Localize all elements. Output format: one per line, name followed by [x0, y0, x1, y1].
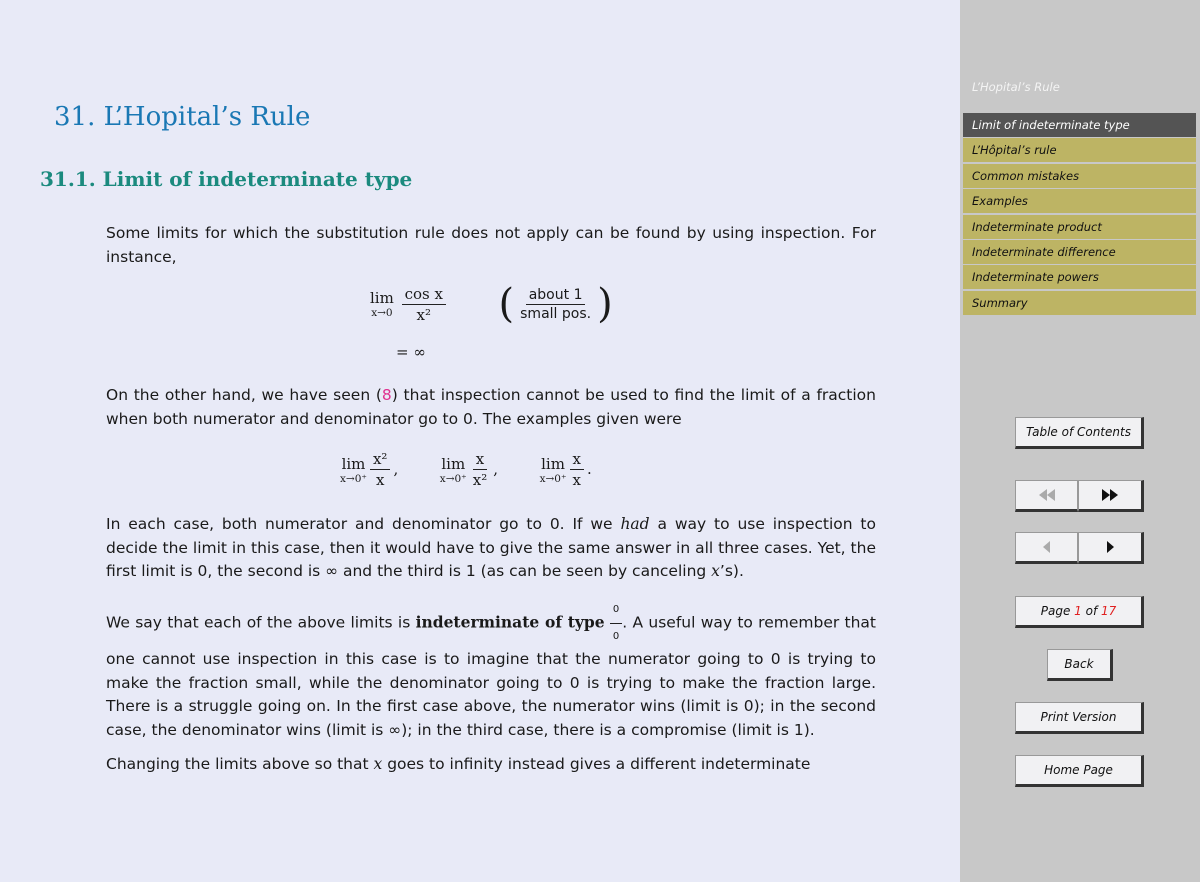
toc-item-limit-of-indeterminate-type[interactable]: Limit of indeterminate type [963, 113, 1196, 137]
toc-item-examples[interactable]: Examples [963, 189, 1196, 213]
type-fraction: $\frac{0}{0}$ [610, 598, 622, 648]
sidebar-title: L’Hopital’s Rule [972, 80, 1060, 94]
fraction: $\frac{\text{cos x}}{\text{x²}}$ [402, 285, 446, 324]
display-math-cos: lim x→0 $\frac{\text{cos x}}{\text{x²}}$ ( $\frac{\text{about 1}}{\text{small pos.}}$ ) [370, 281, 613, 327]
current-page-number: 1 [1074, 604, 1082, 618]
toc-item-indeterminate-product[interactable]: Indeterminate product [963, 215, 1196, 239]
print-version-button[interactable]: Print Version [1015, 702, 1144, 734]
previous-page-button[interactable] [1015, 532, 1078, 564]
example-limit-2: lim x→0⁺ $\frac{x}{\text{x²}}$ , [439, 450, 498, 489]
paragraph-4: We say that each of the above limits is indeterminate of type $\frac{0}{0}$ . A useful way to remember that one cannot use inspection in this case is to imagine that the numerator going to 0 is trying to make the fraction small, while the denominator going to 0 is trying to make the fraction large. There is a struggle going on. In the first case above, the numerator wins (limit is 0); in the second case, the denominator wins (limit is ∞); in the third case, there is a compromise (limit is 1). [106, 598, 876, 742]
section-heading [40, 167, 412, 191]
toc-item-common-mistakes[interactable]: Common mistakes [963, 164, 1196, 188]
math-result: = ∞ [396, 343, 426, 361]
rewind-icon [1038, 489, 1056, 501]
paragraph-2: On the other hand, we have seen (8) that inspection cannot be used to find the limit of a fraction when both numerator and denominator go to 0. The examples given were [106, 386, 876, 428]
toc-item-indeterminate-powers[interactable]: Indeterminate powers [963, 265, 1196, 289]
toc-item-lhopitals-rule[interactable]: L’Hôpital’s rule [963, 138, 1196, 162]
annotation-fraction: $\frac{\text{about 1}}{\text{small pos.}}$ [520, 286, 592, 322]
total-pages-number: 17 [1100, 604, 1117, 618]
chapter-number: 31. [54, 102, 96, 132]
section-number: 31.1. [40, 167, 96, 191]
chapter-heading [54, 102, 310, 132]
paragraph-1: Some limits for which the substitution rule does not apply can be found by using inspection. For instance, [106, 224, 876, 266]
example-limit-3: lim x→0⁺ $\frac{x}{x}$ . [539, 450, 592, 489]
page-indicator: Page 1 of 17 [1015, 596, 1144, 628]
reference-link[interactable]: 8 [381, 386, 392, 404]
paragraph-5: Changing the limits above so that x goes to infinity instead gives a different indeterminate [106, 755, 811, 773]
next-page-button[interactable] [1078, 532, 1144, 564]
limit-operator: lim x→0 [370, 289, 394, 319]
section-title: Limit of indeterminate type [102, 167, 413, 191]
previous-icon [1042, 541, 1052, 553]
display-math-examples [340, 450, 592, 489]
toc-item-summary[interactable]: Summary [963, 291, 1196, 315]
next-icon [1105, 541, 1115, 553]
paragraph-3: In each case, both numerator and denominator go to 0. If we had a way to use inspection to decide the limit in this case, then it would have to give the same answer in all three cases. Yet, the first limit is 0, the second is ∞ and the third is 1 (as can be seen by canceling x’s). [106, 515, 876, 580]
example-limit-1: lim x→0⁺ $\frac{\text{x²}}{x}$ , [340, 450, 399, 489]
back-button[interactable]: Back [1047, 649, 1113, 681]
chapter-title: L’Hopital’s Rule [103, 102, 311, 132]
fast-forward-icon [1101, 489, 1119, 501]
toc-item-indeterminate-difference[interactable]: Indeterminate difference [963, 240, 1196, 264]
home-page-button[interactable]: Home Page [1015, 755, 1144, 787]
first-page-button[interactable] [1015, 480, 1078, 512]
sidebar-toc [963, 113, 1196, 316]
table-of-contents-button[interactable]: Table of Contents [1015, 417, 1144, 449]
last-page-button[interactable] [1078, 480, 1144, 512]
